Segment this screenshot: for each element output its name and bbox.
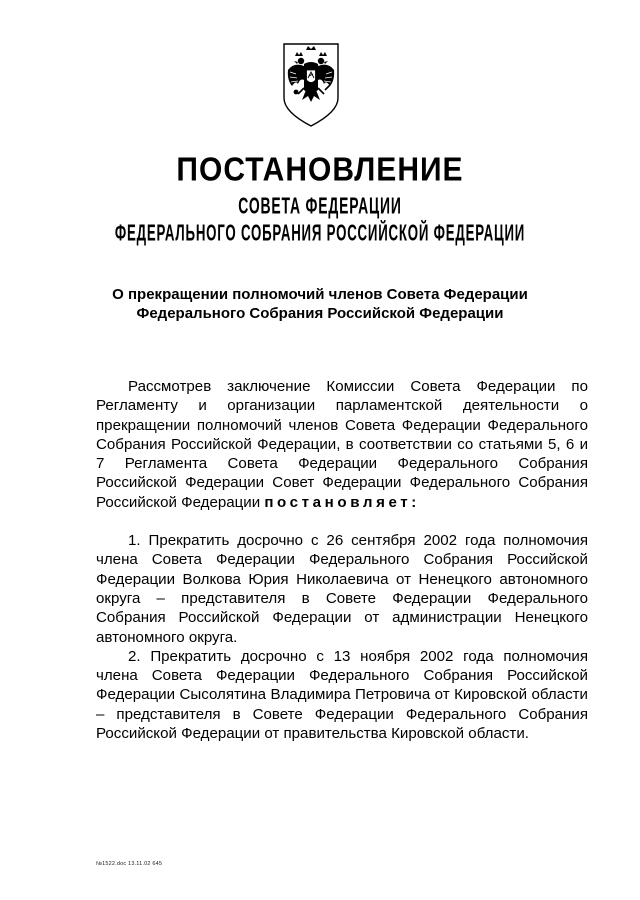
issuer-line-1: СОВЕТА ФЕДЕРАЦИИ	[238, 193, 402, 219]
document-title: ПОСТАНОВЛЕНИЕ	[176, 152, 464, 189]
preamble-text: Рассмотрев заключение Комиссии Совета Федерации по Регламенту и организации парламентской деятельности о прекращении полномочий членов Совета Федерации Федерального Собрания Российской Федерации, в соответствии со статьями 5, 6 и 7 Регламента Совета Федерации Федерального Собрания Российской Федерации Совет Федерации Федерального Собрания Российской Федерации	[96, 378, 588, 511]
item-1-paragraph: 1. Прекратить досрочно с 26 сентября 2002 года полномочия члена Совета Федерации Федерального Собрания Российской Федерации Волкова Юрия Николаевича от Ненецкого автономного округа – представителя в Совете Федерации Федерального Собрания Российской Федерации от администрации Ненецкого автономного округа.	[96, 532, 588, 646]
item-2-paragraph: 2. Прекратить досрочно с 13 ноября 2002 года полномочия члена Совета Федерации Федерального Собрания Российской Федерации Сысолятина Владимира Петровича от Кировской области – представителя в Совете Федерации Федерального Собрания Российской Федерации от правительства Кировской области.	[96, 647, 588, 743]
coat-of-arms-icon	[280, 40, 342, 130]
resolves-word: постановляет:	[264, 493, 420, 511]
subject-line-1: О прекращении полномочий членов Совета Федерации	[112, 286, 528, 303]
preamble-paragraph	[96, 377, 588, 512]
subject-line-2: Федерального Собрания Российской Федерации	[136, 305, 504, 322]
document-code: №1522.doc 13.11.02 645	[96, 861, 163, 867]
issuer-line-2: ФЕДЕРАЛЬНОГО СОБРАНИЯ РОССИЙСКОЙ ФЕДЕРАЦИИ	[114, 220, 526, 246]
document-subject	[60, 285, 580, 323]
document-body	[96, 377, 588, 743]
